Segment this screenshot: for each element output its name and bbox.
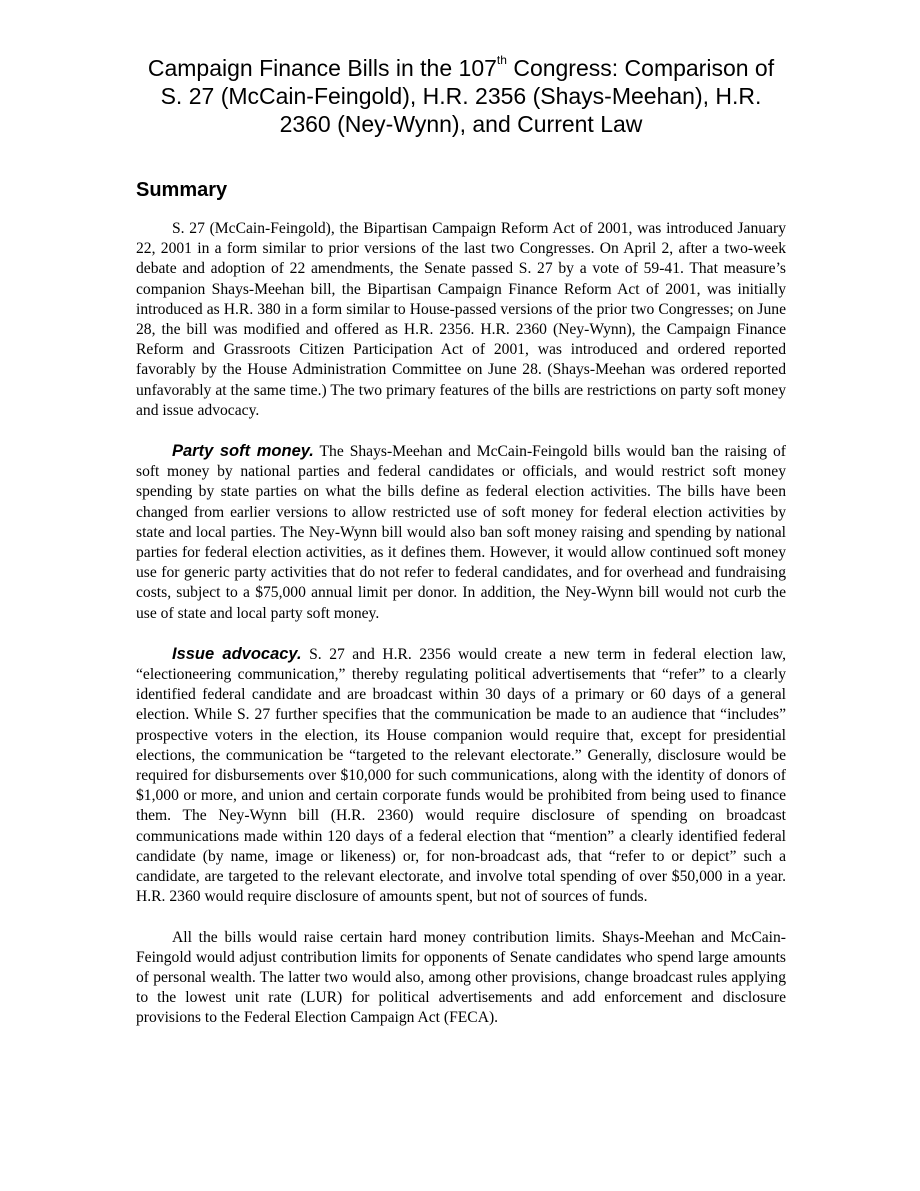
summary-paragraph-party-soft-money: [136, 441, 786, 624]
paragraph-text: S. 27 and H.R. 2356 would create a new term in federal election law, “electioneering communication,” thereby regulating political advertisements that “refer” to a clearly identified federal candidate and are broadcast within 30 days of a primary or 60 days of a general election. While S. 27 further specifies that the communication be made to an audience that “includes” prospective voters in the election, its House companion would require that, except for presidential elections, the communication be “targeted to the relevant electorate.” Generally, disclosure would be required for disbursements over $10,000 for such communications, along with the identity of donors of $1,000 or more, and union and certain corporate funds would be prohibited from being used to finance them. The Ney-Wynn bill (H.R. 2360) would require disclosure of spending on broadcast communications made within 120 days of a federal election that “mention” a clearly identified federal candidate (by name, image or likeness) or, for non-broadcast ads, that “refer to or depict” such a candidate, are targeted to the relevant electorate, and involve total spending of over $50,000 in a year. H.R. 2360 would require disclosure of amounts spent, but not of sources of funds.: [136, 645, 786, 906]
title-text-end: Congress: Comparison of S. 27 (McCain-Feingold), H.R. 2356 (Shays-Meehan), H.R. 2360 (Ney-Wynn), and Current Law: [160, 55, 775, 137]
summary-paragraph-4: All the bills would raise certain hard money contribution limits. Shays-Meehan and McCain-Feingold would adjust contribution limits for opponents of Senate candidates who spend large amounts of personal wealth. The latter two would also, among other provisions, change broadcast rules applying to the lowest unit rate (LUR) for political advertisements and add enforcement and disclosure provisions to the Federal Election Campaign Act (FECA).: [136, 928, 786, 1027]
document-title: [136, 54, 786, 138]
summary-paragraph-1: S. 27 (McCain-Feingold), the Bipartisan Campaign Reform Act of 2001, was introduced January 22, 2001 in a form similar to prior versions of the last two Congresses. On April 2, after a two-week debate and adoption of 22 amendments, the Senate passed S. 27 by a vote of 59-41. That measure’s companion Shays-Meehan bill, the Bipartisan Campaign Finance Reform Act of 2001, was initially introduced as H.R. 380 in a form similar to House-passed versions of the prior two Congresses; on June 28, the bill was modified and offered as H.R. 2356. H.R. 2360 (Ney-Wynn), the Campaign Finance Reform and Grassroots Citizen Participation Act of 2001, was introduced and ordered reported favorably by the House Administration Committee on June 28. (Shays-Meehan was ordered reported unfavorably at the same time.) The two primary features of the bills are restrictions on party soft money and issue advocacy.: [136, 220, 786, 419]
run-in-heading-party-soft-money: Party soft money.: [172, 442, 314, 461]
title-text-start: Campaign Finance Bills in the 107: [147, 55, 497, 81]
paragraph-text: The Shays-Meehan and McCain-Feingold bills would ban the raising of soft money by national parties and federal candidates or officials, and would restrict soft money spending by state parties on what the bills define as federal election activities. The bills have been changed from earlier versions to allow restricted use of soft money for federal election activities by state and local parties. The Ney-Wynn bill would also ban soft money raising and spending by national parties for federal election activities, as it defines them. However, it would allow continued soft money use for generic party activities that do not refer to federal candidates, and for overhead and fundraising costs, subject to a $75,000 annual limit per donor. In addition, the Ney-Wynn bill would not curb the use of state and local party soft money.: [136, 443, 786, 622]
title-superscript: th: [496, 53, 507, 68]
section-heading-summary: Summary: [136, 179, 228, 201]
document-page: [136, 54, 786, 1029]
run-in-heading-issue-advocacy: Issue advocacy.: [172, 644, 302, 663]
summary-paragraph-issue-advocacy: [136, 644, 786, 908]
